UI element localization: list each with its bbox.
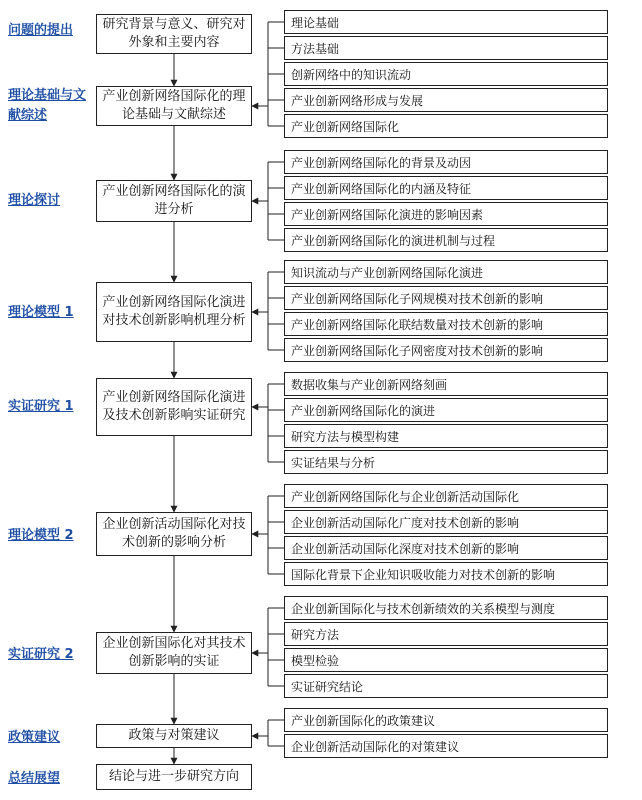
item-network-formation: 产业创新网络形成与发展 [284, 88, 608, 112]
item-g2-1: 产业创新网络国际化的内涵及特征 [284, 176, 608, 200]
box-empirical1: 产业创新网络国际化演进及技术创新影响实证研究 [96, 378, 252, 436]
item-g2-2: 产业创新网络国际化演进的影响因素 [284, 202, 608, 226]
item-g3-0: 知识流动与产业创新网络国际化演进 [284, 260, 608, 284]
item-g7-1: 企业创新活动国际化的对策建议 [284, 734, 608, 758]
box-problem: 研究背景与意义、研究对外象和主要内容 [96, 14, 252, 54]
item-g4-1: 产业创新网络国际化的演进 [284, 398, 608, 422]
stage-label-empirical2: 实证研究 2 [8, 647, 74, 662]
item-theory-basis: 理论基础 [284, 10, 608, 34]
item-g6-3: 实证研究结论 [284, 674, 608, 698]
box-theory: 产业创新网络国际化的演进分析 [96, 180, 252, 222]
box-model1: 产业创新网络国际化演进对技术创新影响机理分析 [96, 282, 252, 342]
item-g3-3: 产业创新网络国际化子网密度对技术创新的影响 [284, 338, 608, 362]
box-model2: 企业创新活动国际化对技术创新的影响分析 [96, 512, 252, 556]
stage-label-review-text: 理论基础与文献综述 [8, 88, 87, 123]
item-g4-0: 数据收集与产业创新网络刻画 [284, 372, 608, 396]
stage-label-problem: 问题的提出 [8, 23, 74, 38]
item-g7-0: 产业创新国际化的政策建议 [284, 708, 608, 732]
box-policy: 政策与对策建议 [96, 724, 252, 748]
item-g6-0: 企业创新国际化与技术创新绩效的关系模型与测度 [284, 596, 608, 620]
box-review: 产业创新网络国际化的理论基础与文献综述 [96, 86, 252, 126]
stage-label-model2: 理论模型 2 [8, 528, 74, 543]
item-knowledge-flow: 创新网络中的知识流动 [284, 62, 608, 86]
stage-label-theory: 理论探讨 [8, 193, 61, 208]
stage-label-summary: 总结展望 [8, 771, 61, 786]
item-g5-3: 国际化背景下企业知识吸收能力对技术创新的影响 [284, 562, 608, 586]
item-g5-2: 企业创新活动国际化深度对技术创新的影响 [284, 536, 608, 560]
item-g2-3: 产业创新网络国际化的演进机制与过程 [284, 228, 608, 252]
item-g3-2: 产业创新网络国际化联结数量对技术创新的影响 [284, 312, 608, 336]
item-g4-2: 研究方法与模型构建 [284, 424, 608, 448]
stage-label-policy: 政策建议 [8, 730, 61, 745]
item-g2-0: 产业创新网络国际化的背景及动因 [284, 150, 608, 174]
item-g6-1: 研究方法 [284, 622, 608, 646]
item-network-intl: 产业创新网络国际化 [284, 114, 608, 138]
item-g6-2: 模型检验 [284, 648, 608, 672]
item-g5-0: 产业创新网络国际化与企业创新活动国际化 [284, 484, 608, 508]
stage-label-review [8, 86, 90, 126]
item-g3-1: 产业创新网络国际化子网规模对技术创新的影响 [284, 286, 608, 310]
item-method-basis: 方法基础 [284, 36, 608, 60]
box-empirical2: 企业创新国际化对其技术创新影响的实证 [96, 632, 252, 674]
item-g4-3: 实证结果与分析 [284, 450, 608, 474]
stage-label-empirical1: 实证研究 1 [8, 399, 74, 414]
box-summary: 结论与进一步研究方向 [96, 764, 252, 790]
item-g5-1: 企业创新活动国际化广度对技术创新的影响 [284, 510, 608, 534]
stage-label-model1: 理论模型 1 [8, 305, 74, 320]
